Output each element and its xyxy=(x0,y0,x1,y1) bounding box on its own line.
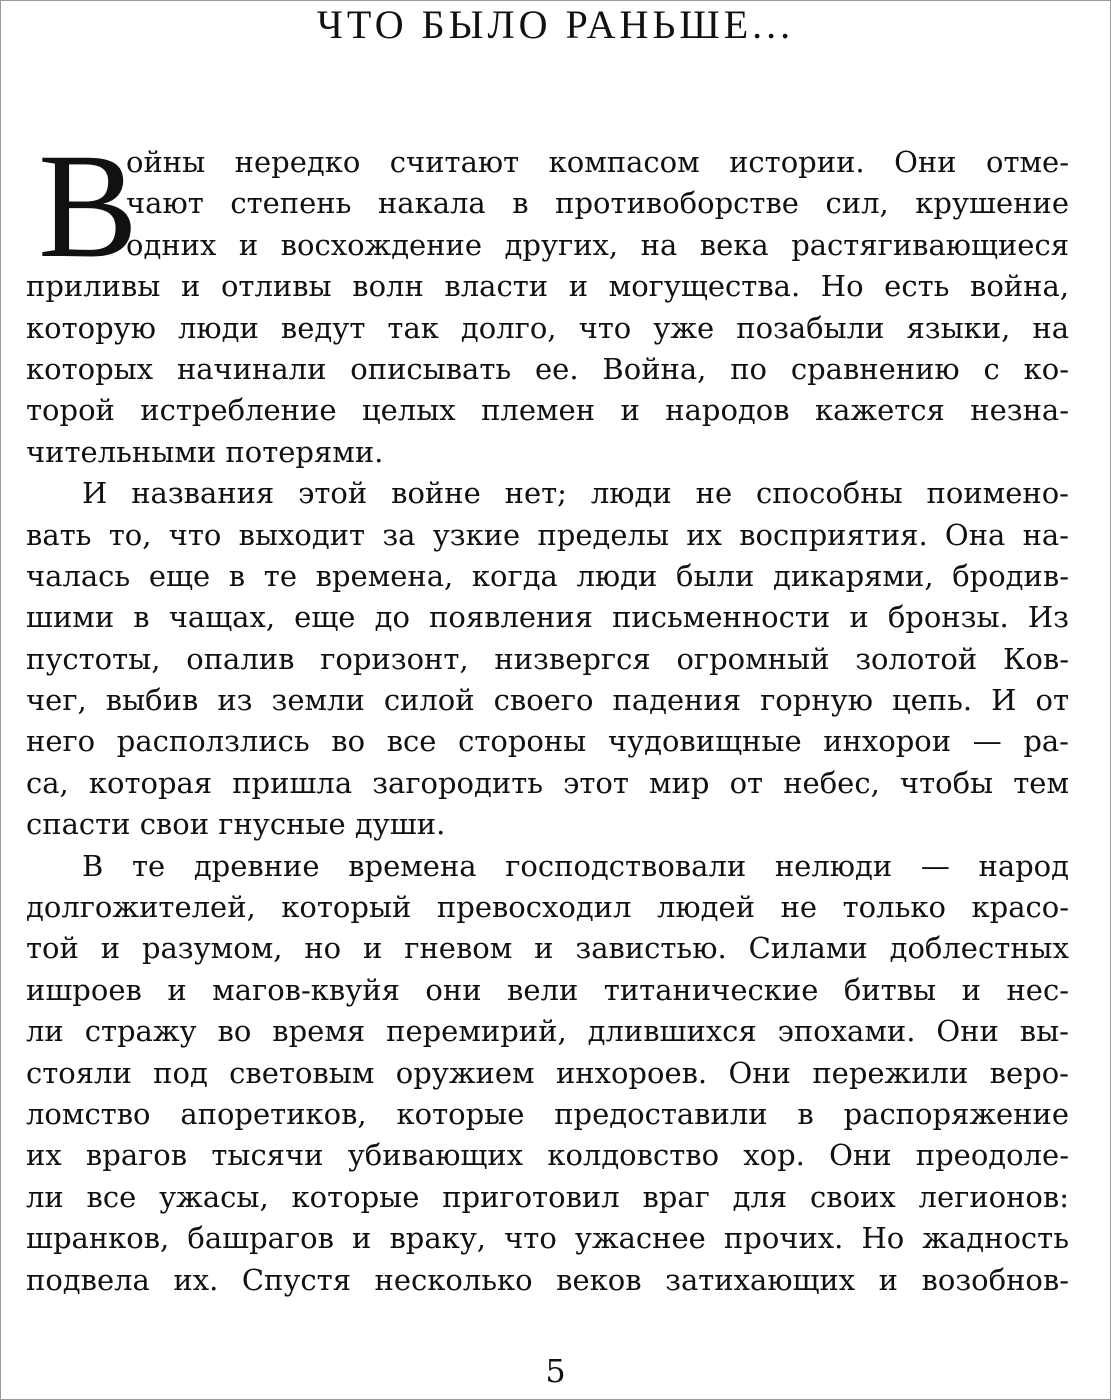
text-line: ли все ужасы, которые приготовил враг для своих легионов: xyxy=(26,1179,1069,1214)
text-line: В те древние времена господствовали нелюди — народ xyxy=(82,848,1069,883)
text-line: долгожителей, который превосходил людей не только красо- xyxy=(26,890,1069,925)
running-title: ЧТО БЫЛО РАНЬШЕ... xyxy=(316,2,795,47)
text-line: И названия этой войне нет; люди не способны поимено- xyxy=(82,476,1069,511)
text-line: спасти свои гнусные души. xyxy=(26,807,446,842)
text-line: приливы и отливы волн власти и могущества. Но есть война, xyxy=(26,269,1069,304)
text-line: которых начинали описывать ее. Война, по сравнению с ко- xyxy=(26,351,1069,386)
page-number: 5 xyxy=(545,1352,566,1390)
text-line: чительными потерями. xyxy=(26,434,384,469)
text-line: подвела их. Спустя несколько веков затихающих и возобнов- xyxy=(26,1262,1069,1297)
text-line: чег, выбив из земли силой своего падения горную цепь. И от xyxy=(26,683,1069,718)
text-line: той и разумом, но и гневом и завистью. Силами доблестных xyxy=(26,931,1069,966)
text-line: чают степень накала в противоборстве сил, крушение xyxy=(126,186,1069,221)
text-line: ломство апоретиков, которые предоставили в распоряжение xyxy=(26,1096,1069,1131)
text-line: вать то, что выходит за узкие пределы их восприятия. Она на- xyxy=(26,517,1069,552)
drop-cap: В xyxy=(38,123,139,289)
text-line: шими в чащах, еще до появления письменности и бронзы. Из xyxy=(26,600,1069,635)
text-line: одних и восхождение других, на века растягивающиеся xyxy=(126,227,1069,262)
paragraph-3 xyxy=(26,846,1069,1301)
text-line: пустоты, опалив горизонт, низвергся огромный золотой Ков- xyxy=(26,641,1069,676)
text-line: ишроев и магов-квуйя они вели титанические битвы и нес- xyxy=(26,972,1069,1007)
text-line: него расползлись во все стороны чудовищные инхорои — ра- xyxy=(26,724,1069,759)
paragraph-1 xyxy=(26,123,1069,473)
text-line: которую люди ведут так долго, что уже позабыли языки, на xyxy=(26,310,1069,345)
text-line: ойны нередко считают компасом истории. Они отме- xyxy=(126,145,1069,179)
text-line: торой истребление целых племен и народов кажется незна- xyxy=(26,393,1069,428)
text-line: шранков, башрагов и враку, что ужаснее прочих. Но жадность xyxy=(26,1221,1069,1256)
text-line: ли стражу во время перемирий, длившихся эпохами. Они вы- xyxy=(26,1014,1069,1049)
text-line: стояли под световым оружием инхороев. Они пережили веро- xyxy=(26,1055,1069,1090)
body-text xyxy=(26,123,1069,1301)
text-line: са, которая пришла загородить этот мир от небес, чтобы тем xyxy=(26,765,1069,800)
text-line: чалась еще в те времена, когда люди были дикарями, бродив- xyxy=(26,558,1069,593)
paragraph-2 xyxy=(26,473,1069,846)
text-line: их врагов тысячи убивающих колдовство хор. Они преодоле- xyxy=(26,1138,1069,1173)
